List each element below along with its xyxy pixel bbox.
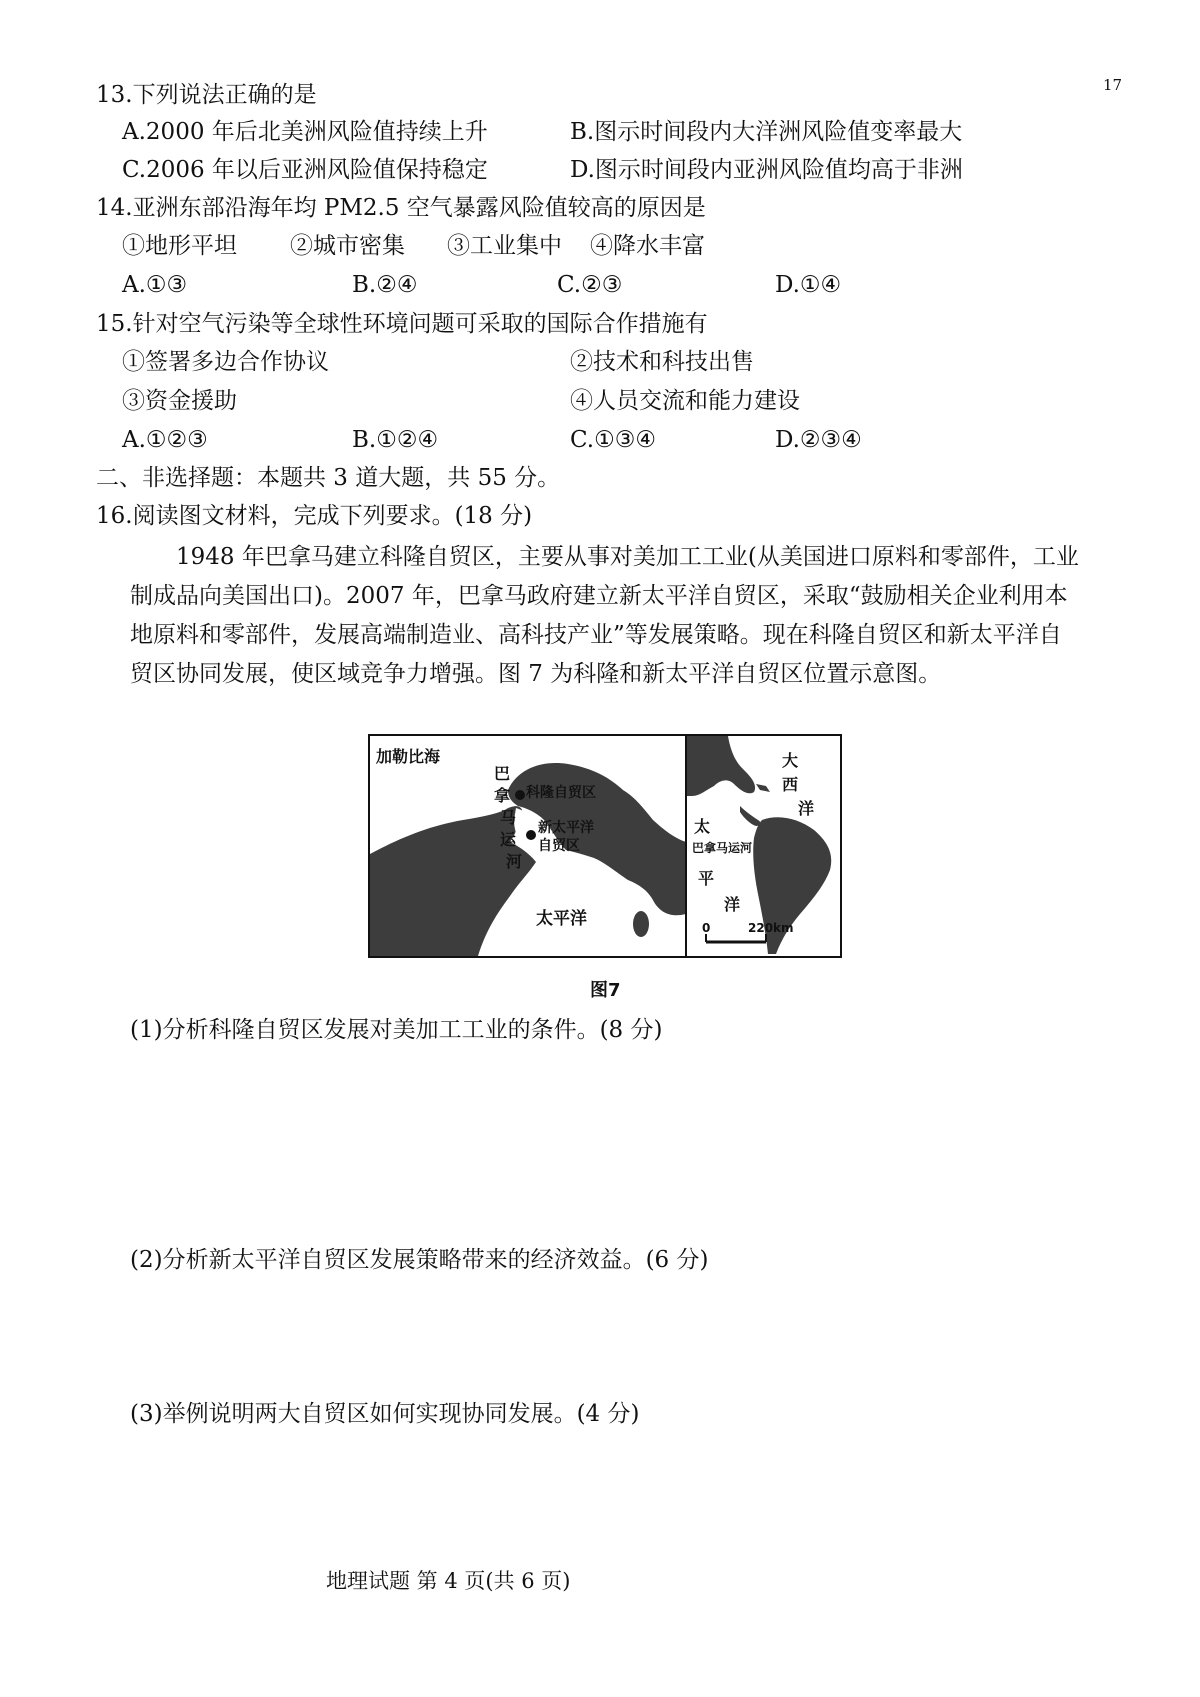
inset-pacific-1: 太 — [694, 817, 711, 836]
scale-label: 220km — [748, 921, 794, 935]
question-16-stem: 16.阅读图文材料，完成下列要求。(18 分) — [96, 503, 533, 529]
question-13-option-c: C.2006 年以后亚洲风险值保持稳定 — [122, 157, 488, 183]
question-13-option-a: A.2000 年后北美洲风险值持续上升 — [122, 119, 488, 145]
inset-canal-label: 巴拿马运河 — [692, 841, 753, 855]
section-2-heading: 二、非选择题：本题共 3 道大题，共 55 分。 — [96, 465, 561, 491]
map-label-canal-2: 河 — [506, 852, 523, 871]
map-label-panama-1: 巴 — [494, 764, 511, 783]
page-number: 17 — [1103, 76, 1123, 94]
map-island — [633, 911, 649, 937]
inset-atlantic-1: 大 — [782, 751, 799, 770]
question-14-option-a: A.①③ — [122, 272, 188, 298]
question-16-sub-3: (3)举例说明两大自贸区如何实现协同发展。(4 分) — [130, 1401, 640, 1427]
question-16-material — [130, 538, 1080, 694]
map-label-pacific: 太平洋 — [536, 909, 587, 929]
map-label-panama-2: 拿 — [494, 786, 511, 805]
map-label-colon-zone: 科隆自贸区 — [526, 785, 596, 801]
question-13-stem: 13.下列说法正确的是 — [96, 82, 317, 108]
question-15-item-3: ③资金援助 — [122, 388, 237, 414]
question-15-option-c: C.①③④ — [570, 427, 656, 453]
inset-atlantic-3: 洋 — [798, 799, 815, 818]
page-footer: 地理试题 第 4 页(共 6 页) — [326, 1569, 571, 1593]
question-14-option-d: D.①④ — [775, 272, 842, 298]
colon-zone-marker — [515, 790, 525, 800]
question-14-stem: 14.亚洲东部沿海年均 PM2.5 空气暴露风险值较高的原因是 — [96, 195, 706, 221]
question-15-stem: 15.针对空气污染等全球性环境问题可采取的国际合作措施有 — [96, 311, 708, 337]
question-15-option-b: B.①②④ — [352, 427, 439, 453]
question-15-option-d: D.②③④ — [775, 427, 862, 453]
question-16-sub-1: (1)分析科隆自贸区发展对美加工工业的条件。(8 分) — [130, 1017, 663, 1043]
question-14-option-b: B.②④ — [352, 272, 418, 298]
map-svg — [368, 734, 842, 958]
question-14-item-3: ③工业集中 — [447, 233, 562, 259]
question-13-option-d: D.图示时间段内亚洲风险值均高于非洲 — [570, 157, 963, 183]
question-15-item-2: ②技术和科技出售 — [570, 349, 754, 375]
figure-caption: 图7 — [590, 980, 621, 1001]
inset-atlantic-2: 西 — [782, 775, 799, 794]
map-label-panama-3: 马 — [500, 808, 517, 827]
question-14-option-c: C.②③ — [557, 272, 623, 298]
map-label-new-pacific-1: 新太平洋 — [538, 820, 594, 836]
inset-pacific-2: 平 — [698, 869, 715, 888]
question-15-item-1: ①签署多边合作协议 — [122, 349, 329, 375]
question-15-item-4: ④人员交流和能力建设 — [570, 388, 800, 414]
question-14-item-4: ④降水丰富 — [590, 233, 705, 259]
map-label-canal-1: 运 — [500, 830, 517, 849]
question-14-item-1: ①地形平坦 — [122, 233, 237, 259]
question-15-option-a: A.①②③ — [122, 427, 208, 453]
question-16-paragraph: 1948 年巴拿马建立科隆自贸区，主要从事对美加工工业(从美国进口原料和零部件，工业制成品向美国出口)。2007 年，巴拿马政府建立新太平洋自贸区，采取“鼓励相关企业利用本地原料和零部件，发展高端制造业、高科技产业”等发展策略。现在科隆自贸区和新太平洋自贸区协同发展，使区域竞争力增强。图 7 为科隆和新太平洋自贸区位置示意图。 — [130, 544, 1079, 687]
inset-pacific-3: 洋 — [724, 895, 741, 914]
map-label-new-pacific-2: 自贸区 — [538, 838, 580, 854]
scale-zero: 0 — [702, 921, 711, 935]
question-16-sub-2: (2)分析新太平洋自贸区发展策略带来的经济效益。(6 分) — [130, 1247, 709, 1273]
new-pacific-zone-marker — [526, 830, 536, 840]
figure-7-map — [368, 734, 842, 958]
question-14-item-2: ②城市密集 — [290, 233, 405, 259]
question-13-option-b: B.图示时间段内大洋洲风险值变率最大 — [570, 119, 963, 145]
map-label-caribbean: 加勒比海 — [376, 747, 441, 766]
